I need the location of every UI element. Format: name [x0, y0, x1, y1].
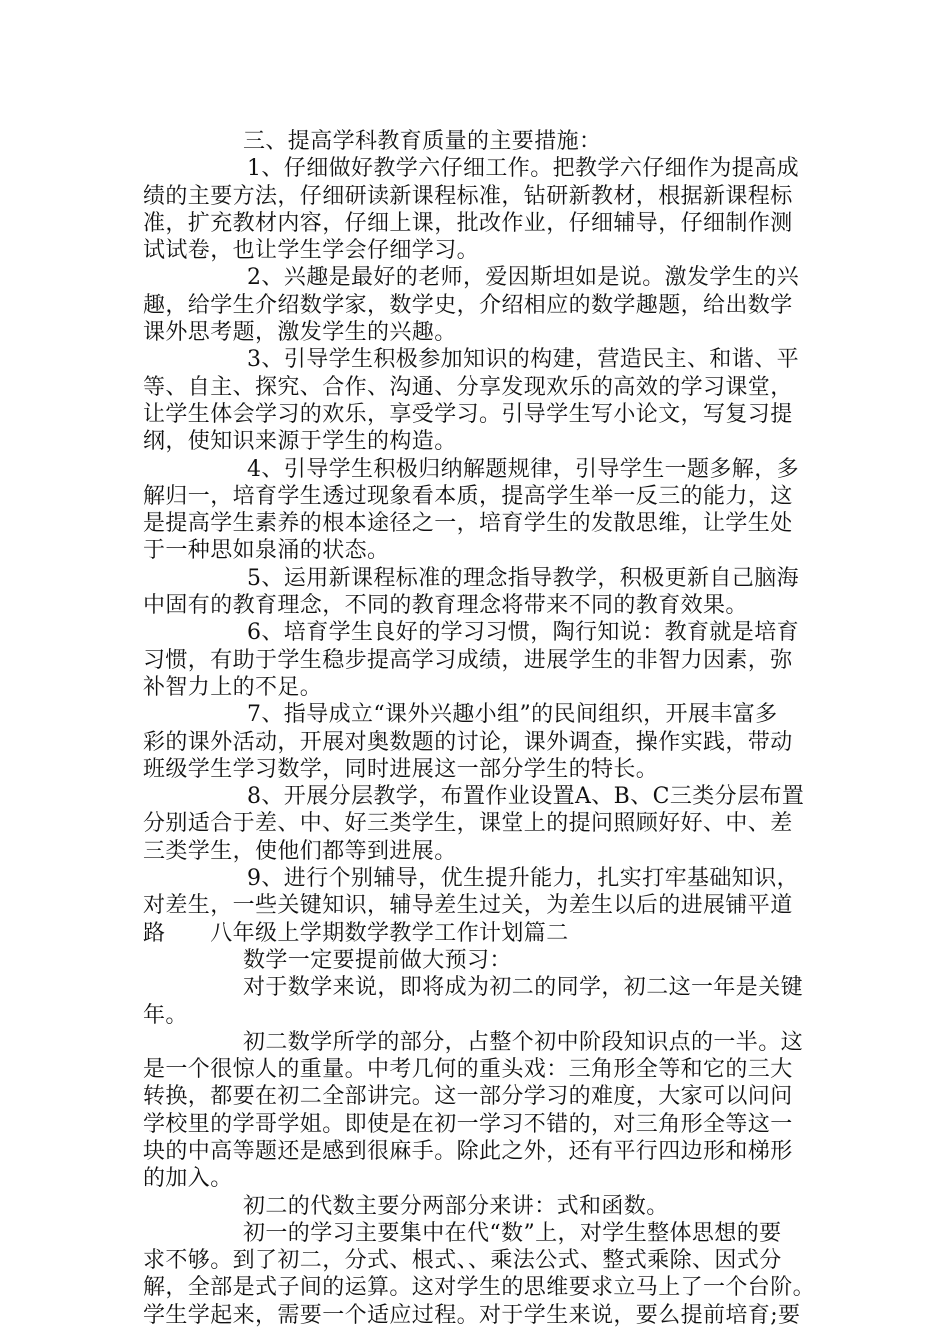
text-line: 于一种思如泉涌的状态。 — [143, 538, 390, 564]
text-line: 让学生体会学习的欢乐，享受学习。引导学生写小论文，写复习提 — [143, 401, 793, 427]
text-line: 分别适合于差、中、好三类学生，课堂上的提问照顾好好、中、差 — [143, 811, 793, 837]
text-line: 课外思考题，激发学生的兴趣。 — [143, 320, 457, 346]
text-line: 4、引导学生积极归纳解题规律，引导学生一题多解，多 — [247, 456, 799, 482]
text-line: 三类学生，使他们都等到进展。 — [143, 838, 457, 864]
text-line: 解，全部是式子间的运算。这对学生的思维要求立马上了一个台阶。 — [143, 1275, 816, 1301]
text-line: 中固有的教育理念，不同的教育理念将带来不同的教育效果。 — [143, 593, 748, 619]
text-line: 班级学生学习数学，同时进展这一部分学生的特长。 — [143, 756, 659, 782]
text-line: 3、引导学生积极参加知识的构建，营造民主、和谐、平 — [247, 347, 799, 373]
document-body — [143, 128, 823, 1329]
text-line: 路 八年级上学期数学教学工作计划篇二 — [143, 920, 569, 946]
text-line: 学生学起来，需要一个适应过程。对于学生来说，要么提前培育;要 — [143, 1302, 801, 1328]
text-line: 初二的代数主要分两部分来讲：式和函数。 — [243, 1193, 669, 1219]
text-line: 1、仔细做好教学六仔细工作。把教学六仔细作为提高成 — [247, 156, 799, 182]
text-line: 绩的主要方法，仔细研读新课程标准，钻研新教材，根据新课程标 — [143, 183, 793, 209]
text-line: 9、进行个别辅导，优生提升能力，扎实打牢基础知识， — [247, 866, 799, 892]
text-line: 试试卷，也让学生学会仔细学习。 — [143, 238, 480, 264]
text-line: 解归一，培育学生透过现象看本质，提高学生举一反三的能力，这 — [143, 483, 793, 509]
text-line: 趣，给学生介绍数学家，数学史，介绍相应的数学趣题，给出数学 — [143, 292, 793, 318]
text-line: 纲，使知识来源于学生的构造。 — [143, 429, 457, 455]
text-line: 学校里的学哥学姐。即使是在初一学习不错的，对三角形全等这一 — [143, 1111, 793, 1137]
text-line: 5、运用新课程标准的理念指导教学，积极更新自己脑海 — [247, 565, 799, 591]
text-line: 是提高学生素养的根本途径之一，培育学生的发散思维，让学生处 — [143, 511, 793, 537]
text-line: 习惯，有助于学生稳步提高学习成绩，进展学生的非智力因素，弥 — [143, 647, 793, 673]
text-line: 8、开展分层教学，布置作业设置A、B、C三类分层布置 — [247, 784, 805, 810]
text-line: 等、自主、探究、合作、沟通、分享发现欢乐的高效的学习课堂， — [143, 374, 793, 400]
text-line: 对于数学来说，即将成为初二的同学，初二这一年是关键 — [243, 975, 804, 1001]
text-line: 年。 — [143, 1002, 188, 1028]
text-line: 7、指导成立“课外兴趣小组”的民间组织，开展丰富多 — [247, 702, 778, 728]
text-line: 是一个很惊人的重量。中考几何的重头戏：三角形全等和它的三大 — [143, 1057, 793, 1083]
text-line: 补智力上的不足。 — [143, 674, 323, 700]
text-line: 转换，都要在初二全部讲完。这一部分学习的难度，大家可以问问 — [143, 1084, 793, 1110]
text-line: 的加入。 — [143, 1166, 233, 1192]
text-line: 2、兴趣是最好的老师，爱因斯坦如是说。激发学生的兴 — [247, 265, 799, 291]
text-line: 块的中高等题还是感到很麻手。除此之外，还有平行四边形和梯形 — [143, 1138, 793, 1164]
text-line: 对差生，一些关键知识，辅导差生过关，为差生以后的进展铺平道 — [143, 893, 793, 919]
text-line: 求不够。到了初二，分式、根式、、乘法公式、整式乘除、因式分 — [143, 1248, 782, 1274]
text-line: 初一的学习主要集中在代“数”上，对学生整体思想的要 — [243, 1220, 782, 1246]
text-line: 准，扩充教材内容，仔细上课，批改作业，仔细辅导，仔细制作测 — [143, 210, 793, 236]
text-line: 初二数学所学的部分，占整个初中阶段知识点的一半。这 — [243, 1029, 804, 1055]
text-line: 数学一定要提前做大预习： — [243, 947, 512, 973]
section-heading: 三、提高学科教育质量的主要措施： — [243, 129, 602, 154]
text-line: 彩的课外活动，开展对奥数题的讨论，课外调查，操作实践，带动 — [143, 729, 793, 755]
text-line: 6、培育学生良好的学习习惯，陶行知说：教育就是培育 — [247, 620, 799, 646]
